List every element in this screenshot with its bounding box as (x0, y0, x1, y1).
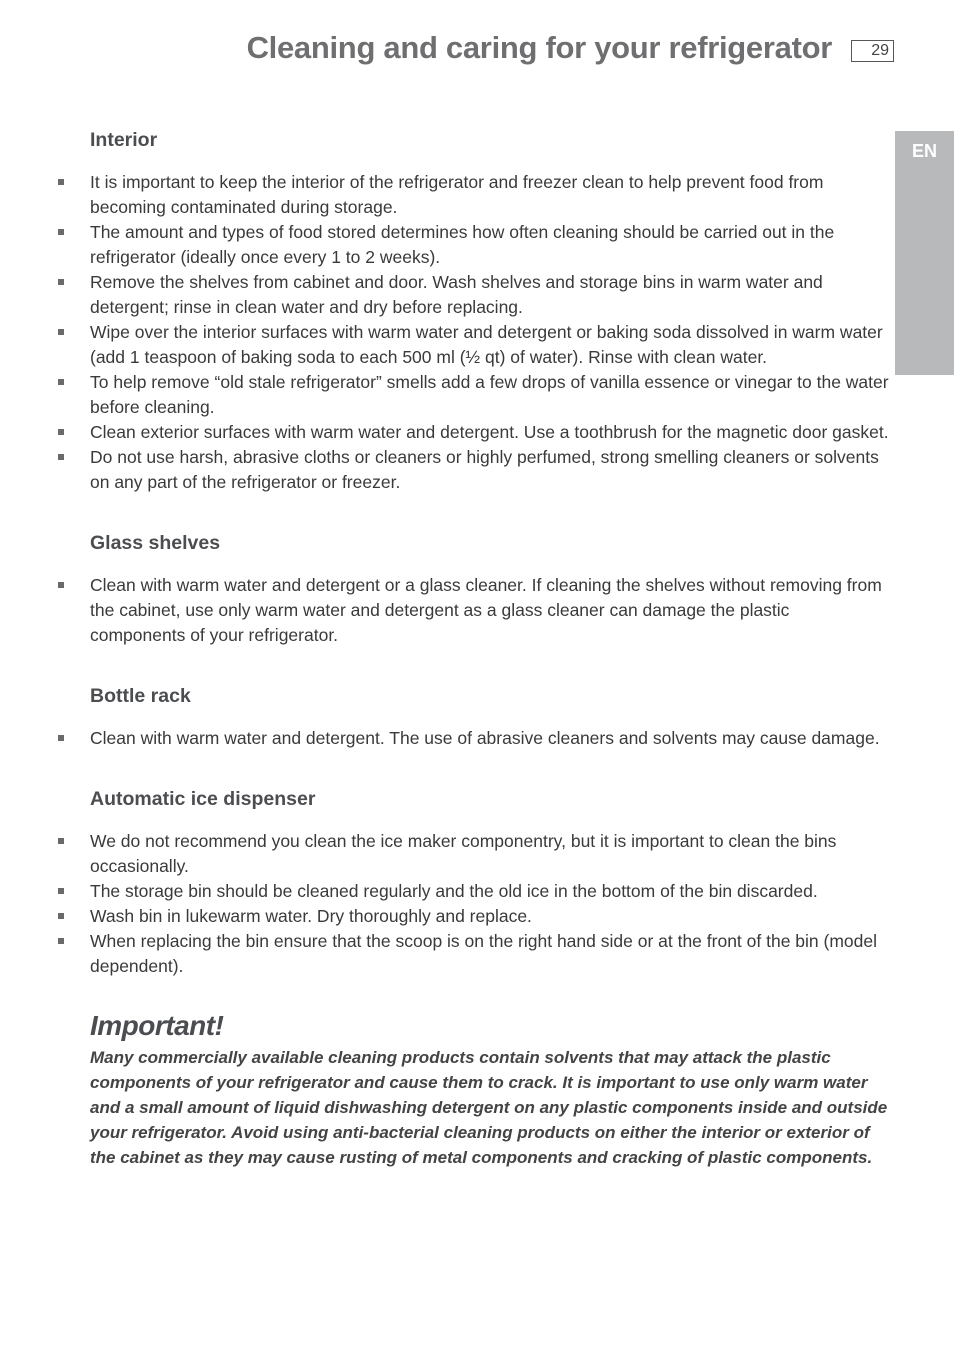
section-bottle-rack (0, 680, 895, 751)
important-text: Many commercially available cleaning products contain solvents that may attack the plastic components of your refrigerator and cause them to crack. It is important to use only warm water and a small amount of liquid dishwashing detergent on any plastic components inside and outside your refrigerator. Avoid using anti-bacterial cleaning products on either the interior or exterior of the cabinet as they may cause rusting of metal components and cracking of plastic components. (90, 1048, 888, 1167)
list-item: When replacing the bin ensure that the scoop is on the right hand side or at the front of the bin (model dependent). (0, 929, 895, 979)
list-item: Remove the shelves from cabinet and door. Wash shelves and storage bins in warm water and detergent; rinse in clean water and dry before replacing. (0, 270, 895, 320)
list-item: To help remove “old stale refrigerator” smells add a few drops of vanilla essence or vinegar to the water before cleaning. (0, 370, 895, 420)
section-heading: Automatic ice dispenser (90, 788, 316, 810)
list-item: The amount and types of food stored determines how often cleaning should be carried out in the refrigerator (ideally once every 1 to 2 weeks). (0, 220, 895, 270)
bullet-list (0, 829, 895, 979)
list-item: It is important to keep the interior of the refrigerator and freezer clean to help prevent food from becoming contaminated during storage. (0, 170, 895, 220)
bullet-list (0, 170, 895, 495)
important-heading: Important! (90, 1010, 224, 1041)
section-heading: Bottle rack (90, 685, 191, 707)
bullet-list (0, 726, 895, 751)
section-heading: Glass shelves (90, 532, 221, 554)
section-interior (0, 124, 895, 495)
important-notice (0, 1009, 895, 1170)
language-tab-label: EN (911, 141, 937, 161)
section-heading: Interior (90, 129, 158, 151)
list-item: Clean with warm water and detergent or a glass cleaner. If cleaning the shelves without removing from the cabinet, use only warm water and detergent as a glass cleaner can damage the plastic components of your refrigerator. (0, 573, 895, 648)
list-item: We do not recommend you clean the ice maker componentry, but it is important to clean the bins occasionally. (0, 829, 895, 879)
section-glass-shelves (0, 527, 895, 648)
page-number: 29 (851, 40, 894, 62)
bullet-list (0, 573, 895, 648)
language-tab (895, 131, 954, 375)
section-ice-dispenser (0, 783, 895, 979)
list-item: The storage bin should be cleaned regularly and the old ice in the bottom of the bin discarded. (0, 879, 895, 904)
page-content (0, 124, 895, 1170)
list-item: Clean exterior surfaces with warm water and detergent. Use a toothbrush for the magnetic door gasket. (0, 420, 895, 445)
page-title: Cleaning and caring for your refrigerator (246, 30, 832, 65)
list-item: Clean with warm water and detergent. The use of abrasive cleaners and solvents may cause damage. (0, 726, 895, 751)
list-item: Wipe over the interior surfaces with warm water and detergent or baking soda dissolved in warm water (add 1 teaspoon of baking soda to each 500 ml (½ qt) of water). Rinse with clean water. (0, 320, 895, 370)
list-item: Do not use harsh, abrasive cloths or cleaners or highly perfumed, strong smelling cleaners or solvents on any part of the refrigerator or freezer. (0, 445, 895, 495)
list-item: Wash bin in lukewarm water. Dry thoroughly and replace. (0, 904, 895, 929)
